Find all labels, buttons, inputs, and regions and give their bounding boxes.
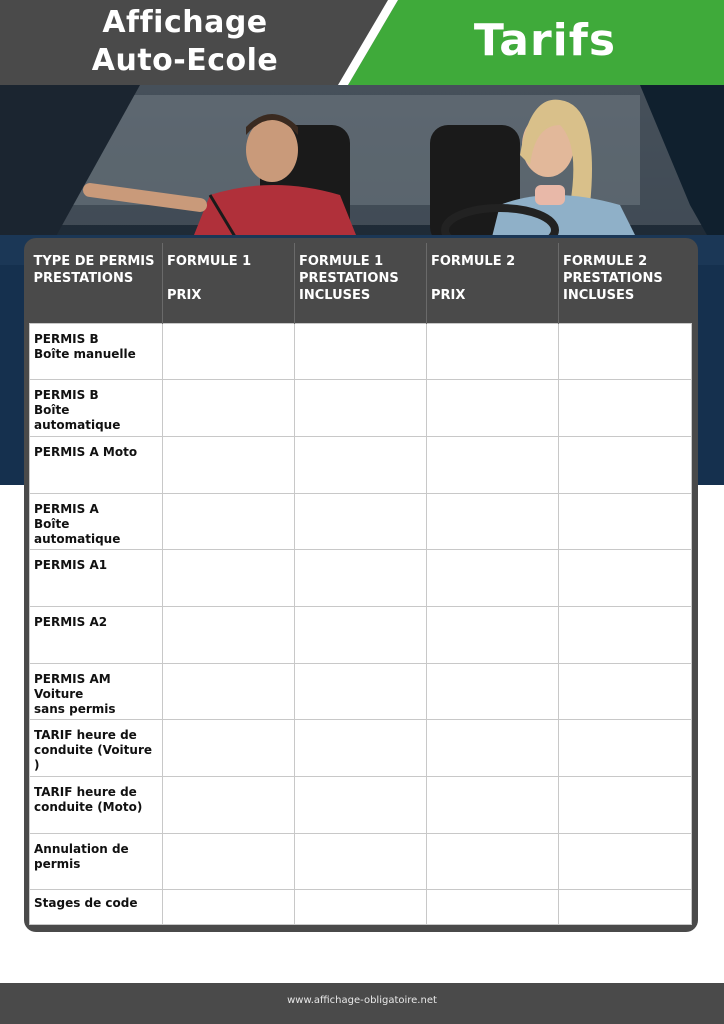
price-cell[interactable]: [427, 493, 559, 550]
table-row: [30, 493, 692, 550]
services-cell[interactable]: [295, 493, 427, 550]
table-row: [30, 436, 692, 493]
price-cell[interactable]: [427, 436, 559, 493]
services-cell[interactable]: [559, 777, 692, 834]
table-row: [30, 833, 692, 890]
services-cell[interactable]: [295, 380, 427, 437]
brand-line-1: Affichage: [102, 5, 268, 40]
price-cell[interactable]: [427, 550, 559, 607]
services-cell[interactable]: [295, 663, 427, 720]
row-label: TARIF heure de conduite (Voiture ): [30, 720, 163, 777]
services-cell[interactable]: [295, 323, 427, 380]
price-cell[interactable]: [163, 720, 295, 777]
services-cell[interactable]: [559, 436, 692, 493]
table-row: [30, 550, 692, 607]
table-row: [30, 606, 692, 663]
price-cell[interactable]: [427, 663, 559, 720]
column-header: FORMULE 1 PRESTATIONS INCLUSES: [295, 243, 427, 323]
brand-logo-text: [60, 4, 310, 80]
table-row: [30, 323, 692, 380]
price-cell[interactable]: [427, 606, 559, 663]
page-title: Tarifs: [473, 15, 617, 66]
price-cell[interactable]: [163, 380, 295, 437]
price-cell[interactable]: [163, 323, 295, 380]
row-label: PERMIS AM Voiture sans permis: [30, 663, 163, 720]
row-label: PERMIS B Boîte automatique: [30, 380, 163, 437]
services-cell[interactable]: [559, 890, 692, 925]
row-label: Annulation de permis: [30, 833, 163, 890]
price-cell[interactable]: [163, 833, 295, 890]
row-label: PERMIS A2: [30, 606, 163, 663]
table-row: [30, 663, 692, 720]
table-row: [30, 890, 692, 925]
footer-bar: [0, 983, 724, 1024]
price-cell[interactable]: [427, 777, 559, 834]
price-cell[interactable]: [163, 663, 295, 720]
table-row: [30, 777, 692, 834]
services-cell[interactable]: [559, 606, 692, 663]
row-label: TARIF heure de conduite (Moto): [30, 777, 163, 834]
services-cell[interactable]: [559, 663, 692, 720]
price-cell[interactable]: [163, 606, 295, 663]
services-cell[interactable]: [295, 436, 427, 493]
footer-website[interactable]: www.affichage-obligatoire.net: [287, 995, 437, 1006]
services-cell[interactable]: [295, 720, 427, 777]
services-cell[interactable]: [295, 890, 427, 925]
price-cell[interactable]: [163, 550, 295, 607]
price-cell[interactable]: [163, 436, 295, 493]
price-cell[interactable]: [427, 890, 559, 925]
services-cell[interactable]: [559, 493, 692, 550]
price-cell[interactable]: [427, 720, 559, 777]
price-cell[interactable]: [163, 890, 295, 925]
price-cell[interactable]: [163, 777, 295, 834]
services-cell[interactable]: [295, 550, 427, 607]
services-cell[interactable]: [559, 833, 692, 890]
services-cell[interactable]: [295, 833, 427, 890]
table-row: [30, 380, 692, 437]
services-cell[interactable]: [559, 550, 692, 607]
row-label: PERMIS B Boîte manuelle: [30, 323, 163, 380]
services-cell[interactable]: [559, 720, 692, 777]
tariff-table: [29, 243, 692, 925]
column-header: FORMULE 2 PRIX: [427, 243, 559, 323]
price-cell[interactable]: [163, 493, 295, 550]
column-header: FORMULE 2 PRESTATIONS INCLUSES: [559, 243, 692, 323]
table-row: [30, 720, 692, 777]
services-cell[interactable]: [559, 323, 692, 380]
price-cell[interactable]: [427, 833, 559, 890]
price-cell[interactable]: [427, 380, 559, 437]
services-cell[interactable]: [559, 380, 692, 437]
price-cell[interactable]: [427, 323, 559, 380]
table-header-row: [30, 243, 692, 323]
column-header: FORMULE 1 PRIX: [163, 243, 295, 323]
row-label: PERMIS A Moto: [30, 436, 163, 493]
row-label: PERMIS A1: [30, 550, 163, 607]
services-cell[interactable]: [295, 606, 427, 663]
column-header: TYPE DE PERMIS PRESTATIONS: [30, 243, 163, 323]
row-label: Stages de code: [30, 890, 163, 925]
brand-line-2: Auto-Ecole: [91, 43, 279, 78]
row-label: PERMIS A Boîte automatique: [30, 493, 163, 550]
services-cell[interactable]: [295, 777, 427, 834]
